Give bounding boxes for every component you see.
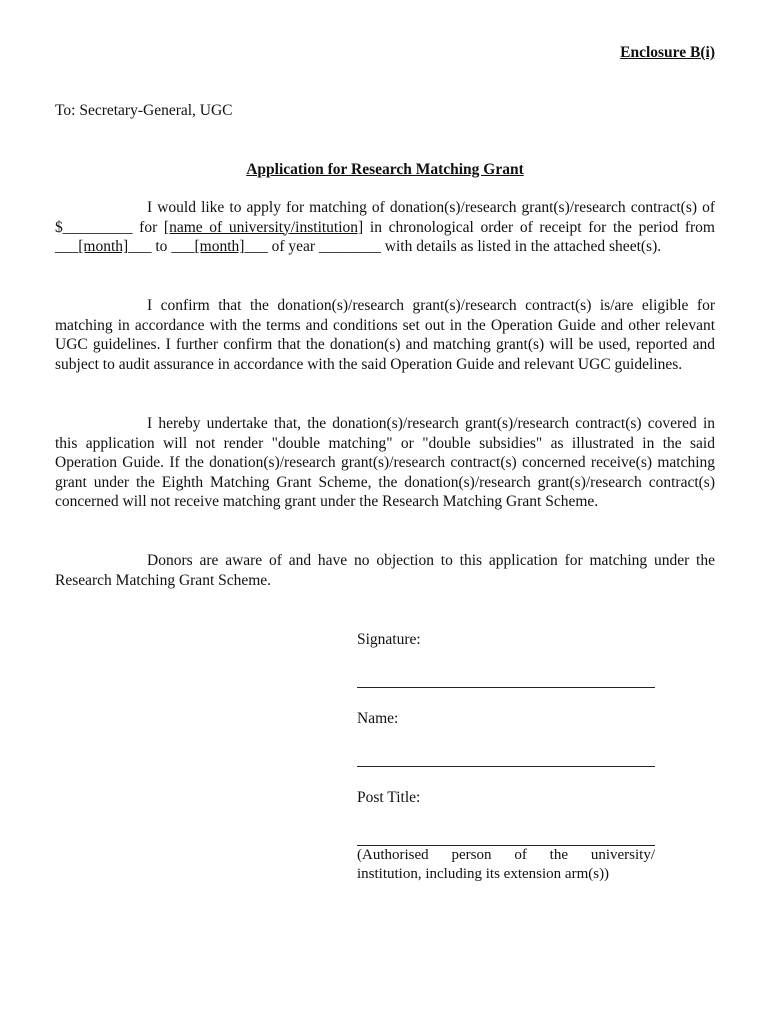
addressee-line: To: Secretary-General, UGC [55, 102, 233, 119]
paragraph-donor-awareness: Donors are aware of and have no objection to this application for matching under the Research Matching Grant Scheme. [55, 552, 715, 589]
name-label: Name: [357, 710, 399, 727]
paragraph-application-request [55, 198, 715, 257]
paragraph1-text-c: ___ to ___ [128, 238, 195, 256]
signature-label: Signature: [357, 631, 421, 648]
month-from-placeholder: [month] [78, 238, 129, 256]
institution-placeholder: [name of university/institution] [163, 218, 364, 236]
name-line [357, 766, 655, 767]
paragraph1-text-d: ___ of year ________ with details as listed in the attached sheet(s). [244, 238, 662, 256]
paragraph1-text-a: I would like to apply for matching of donation(s)/research grant(s)/research contract(s) of $_________ for [55, 199, 715, 236]
note-line-2: institution, including its extension arm(s)) [357, 866, 610, 882]
authorised-person-note [357, 846, 655, 884]
paragraph-eligibility-confirmation: I confirm that the donation(s)/research grant(s)/research contract(s) is/are eligible for matching in accordance with the terms and conditions set out in the Operation Guide and other relevant UGC guidelines. I further confirm that the donation(s) and matching grant(s) will be used, reported and subject to audit assurance in accordance with the said Operation Guide and relevant UGC guidelines. [55, 297, 715, 373]
enclosure-label: Enclosure B(i) [620, 44, 715, 61]
month-to-placeholder: [month] [194, 238, 245, 256]
note-line-1: (Authorised person of the university/ [357, 847, 655, 863]
paragraph1-text-b: in chronological order of receipt for the period from ___ [55, 218, 715, 256]
post-title-label: Post Title: [357, 789, 421, 806]
paragraph-no-double-matching: I hereby undertake that, the donation(s)/research grant(s)/research contract(s) covered in this application will not render "double matching" or "double subsidies" as illustrated in the said Operation Guide. If the donation(s)/research grant(s)/research contract(s) concerned receive(s) matching grant under the Eighth Matching Grant Scheme, the donation(s)/research grant(s)/research contract(s) concerned will not receive matching grant under the Research Matching Grant Scheme. [55, 415, 715, 511]
document-title: Application for Research Matching Grant [246, 161, 524, 178]
signature-line [357, 687, 655, 688]
